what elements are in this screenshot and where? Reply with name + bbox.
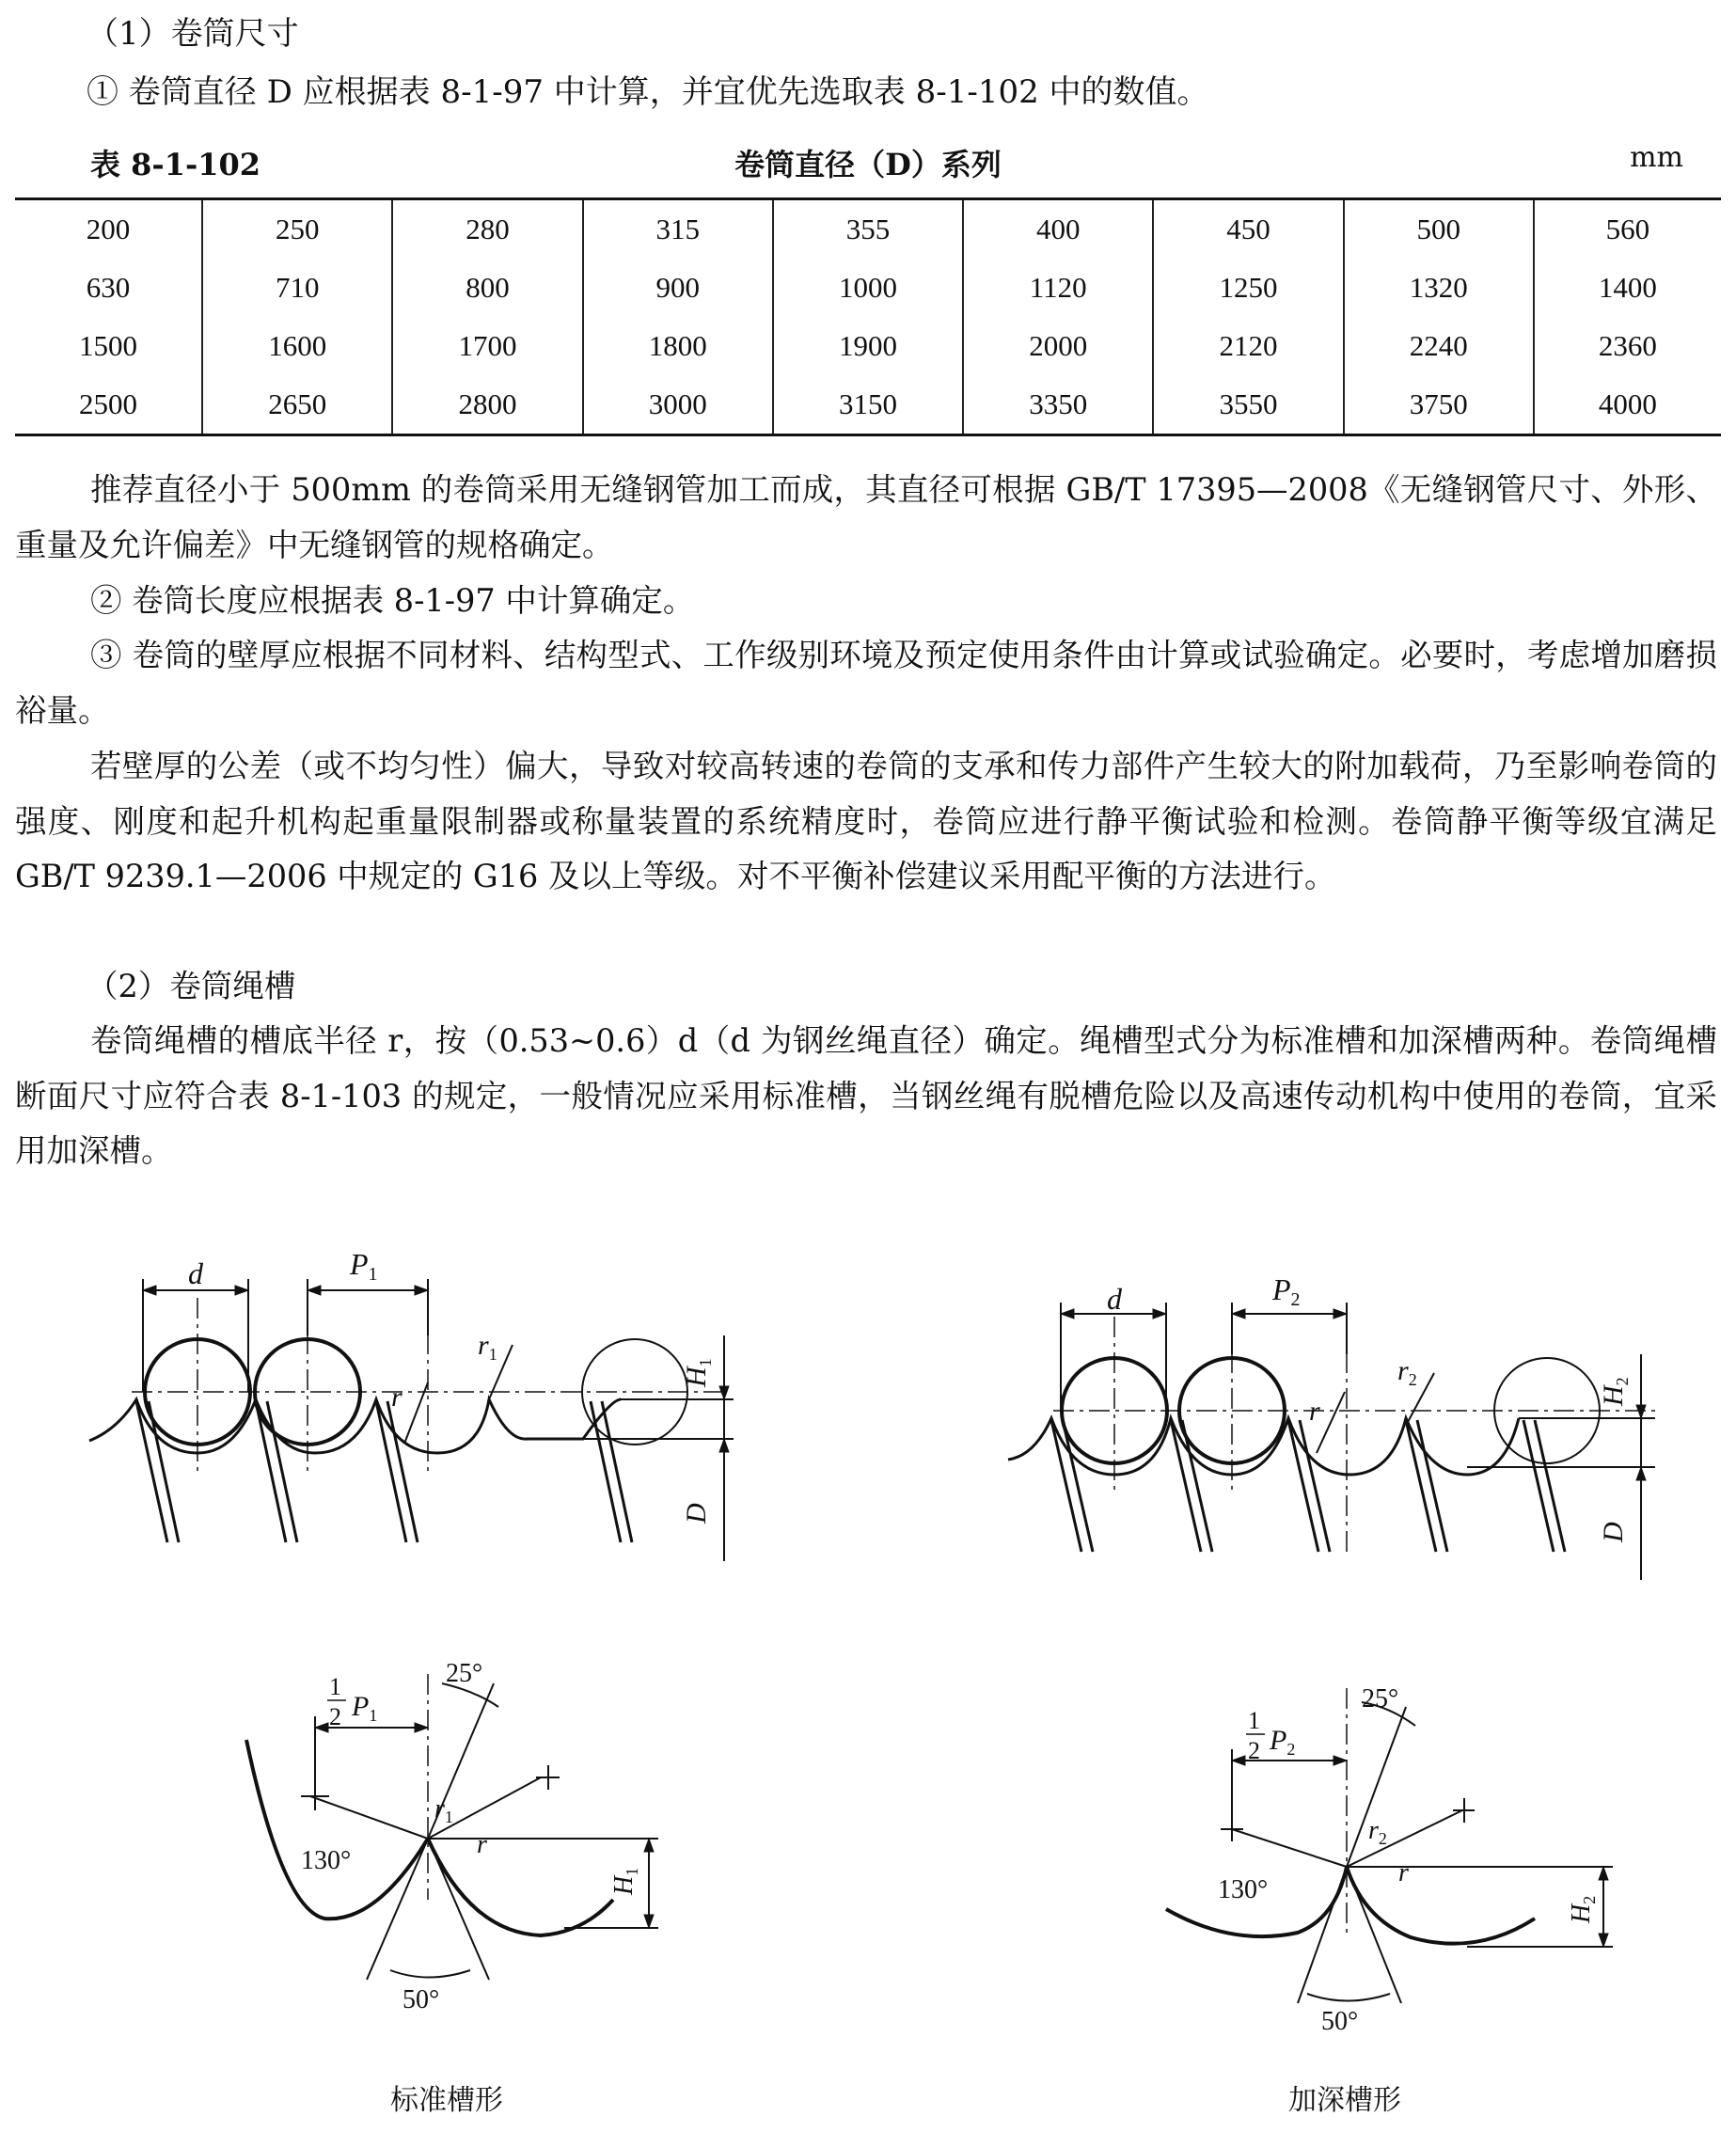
section-r-label: r (477, 1830, 487, 1859)
table-cell: 2120 (1153, 317, 1343, 375)
item-1-text: ① 卷筒直径 D 应根据表 8-1-97 中计算，并宜优先选取表 8-1-102 中的数值。 (87, 73, 1209, 111)
dim-d-label: d (1107, 1282, 1122, 1316)
half-fraction-den: 2 (329, 1703, 341, 1730)
table-cell: 1700 (392, 317, 582, 375)
table-cell: 1250 (1153, 259, 1343, 317)
table-cell: 200 (86, 213, 131, 245)
left-rope-diagram (89, 1279, 734, 1561)
table-cell: 4000 (1534, 375, 1721, 435)
dim-r2-label: $r_2$ (1397, 1355, 1417, 1389)
table-cell: 2650 (202, 375, 392, 435)
dim-d-diameter-label: D (681, 1503, 712, 1524)
dim-p1-label: P1 (350, 1247, 378, 1285)
dim-r-label: r (1309, 1396, 1320, 1427)
table-cell: 400 (963, 199, 1153, 260)
table-cell: 3150 (773, 375, 963, 435)
angle-130-label: 130° (301, 1846, 352, 1875)
half-p1-label: $P_1$ (352, 1691, 378, 1725)
section-h2-label: $H_2$ (1567, 1895, 1599, 1923)
table-cell: 1500 (79, 329, 138, 362)
dim-p2-label: P2 (1272, 1272, 1301, 1310)
paragraph-static-balance: 若壁厚的公差（或不均匀性）偏大，导致对较高转速的卷筒的支承和传力部件产生较大的附加载荷，乃至影响卷筒的强度、刚度和起升机构起重量限制器或称量装置的系统精度时，卷筒应进行静平衡试验和检测。卷筒静平衡等级宜满足 GB/T 9239.1—2006 中规定的 G16 及以上等级。对不平衡补偿建议采用配平衡的方法进行。 (15, 748, 1717, 894)
table-cell: 560 (1534, 199, 1721, 260)
dim-d-label: d (188, 1256, 203, 1290)
table-cell: 2500 (79, 387, 138, 420)
table-cell: 710 (202, 259, 392, 317)
table-cell: 1120 (963, 259, 1153, 317)
table-cell: 500 (1344, 199, 1534, 260)
half-p2-label: $P_2$ (1270, 1725, 1296, 1759)
table-cell: 2360 (1534, 317, 1721, 375)
half-fraction-den: 2 (1248, 1737, 1260, 1764)
angle-50-label: 50° (1321, 2007, 1359, 2036)
angle-130-label: 130° (1218, 1875, 1269, 1904)
table-cell: 900 (583, 259, 773, 317)
table-cell: 2000 (963, 317, 1153, 375)
paragraph-rope-groove: 卷筒绳槽的槽底半径 r，按（0.53~0.6）d（d 为钢丝绳直径）确定。绳槽型式分为标准槽和加深槽两种。卷筒绳槽断面尺寸应符合表 8-1-103 的规定，一般情况应采用标准槽，当钢丝绳有脱槽危险以及高速传动机构中使用的卷筒，宜采用加深槽。 (15, 1022, 1717, 1169)
table-cell: 630 (86, 271, 131, 304)
right-rope-diagram (1008, 1303, 1655, 1580)
table-cell: 1000 (773, 259, 963, 317)
section-1-heading: （1）卷筒尺寸 (87, 15, 299, 53)
table-cell: 3350 (963, 375, 1153, 435)
caption-standard-groove: 标准槽形 (390, 2084, 503, 2117)
dim-h1-label: $H_1$ (681, 1358, 715, 1387)
table-cell: 250 (202, 199, 392, 260)
table-cell: 800 (392, 259, 582, 317)
table-cell: 3750 (1344, 375, 1534, 435)
section-2-heading: （2）卷筒绳槽 (87, 968, 296, 1004)
dim-d-diameter-label: D (1598, 1522, 1629, 1542)
half-fraction-num: 1 (329, 1673, 341, 1700)
half-fraction-num: 1 (1248, 1707, 1260, 1734)
table-cell: 315 (583, 199, 773, 260)
table-cell: 1320 (1344, 259, 1534, 317)
dim-h2-label: $H_2$ (1598, 1377, 1632, 1406)
paragraph-seamless-pipe: 推荐直径小于 500mm 的卷筒采用无缝钢管加工而成，其直径可根据 GB/T 17395—2008《无缝钢管尺寸、外形、重量及允许偏差》中无缝钢管的规格确定。 (15, 471, 1717, 563)
table-label: 表 8-1-102 (90, 147, 261, 182)
angle-25-label: 25° (1362, 1684, 1399, 1713)
table-cell: 3000 (583, 375, 773, 435)
section-r1-label: $r_1$ (434, 1794, 453, 1826)
table-cell: 355 (773, 199, 963, 260)
table-cell: 450 (1153, 199, 1343, 260)
table-unit: mm (1630, 141, 1683, 174)
table-title: 卷筒直径（D）系列 (734, 147, 1002, 182)
table-cell: 1900 (773, 317, 963, 375)
paragraph-drum-length: ② 卷筒长度应根据表 8-1-97 中计算确定。 (90, 582, 695, 619)
right-groove-section (1166, 1688, 1613, 2003)
angle-50-label: 50° (402, 1985, 440, 2014)
table-cell: 2240 (1344, 317, 1534, 375)
table-cell: 1800 (583, 317, 773, 375)
dim-r1-label: $r_1$ (478, 1330, 497, 1364)
section-r2-label: $r_2$ (1368, 1816, 1387, 1848)
angle-25-label: 25° (446, 1659, 483, 1688)
section-h1-label: $H_1$ (609, 1867, 641, 1895)
table-cell: 2800 (392, 375, 582, 435)
caption-deep-groove: 加深槽形 (1288, 2084, 1401, 2117)
table-cell: 280 (392, 199, 582, 260)
table-cell: 1400 (1534, 259, 1721, 317)
table-cell: 1600 (202, 317, 392, 375)
dim-r-label: r (391, 1382, 402, 1413)
left-groove-section (246, 1674, 658, 1980)
table-cell: 3550 (1153, 375, 1343, 435)
rope-circle (255, 1339, 360, 1445)
paragraph-wall-thickness: ③ 卷筒的壁厚应根据不同材料、结构型式、工作级别环境及预定使用条件由计算或试验确定。必要时，考虑增加磨损裕量。 (15, 637, 1717, 729)
section-r-label: r (1398, 1858, 1409, 1887)
